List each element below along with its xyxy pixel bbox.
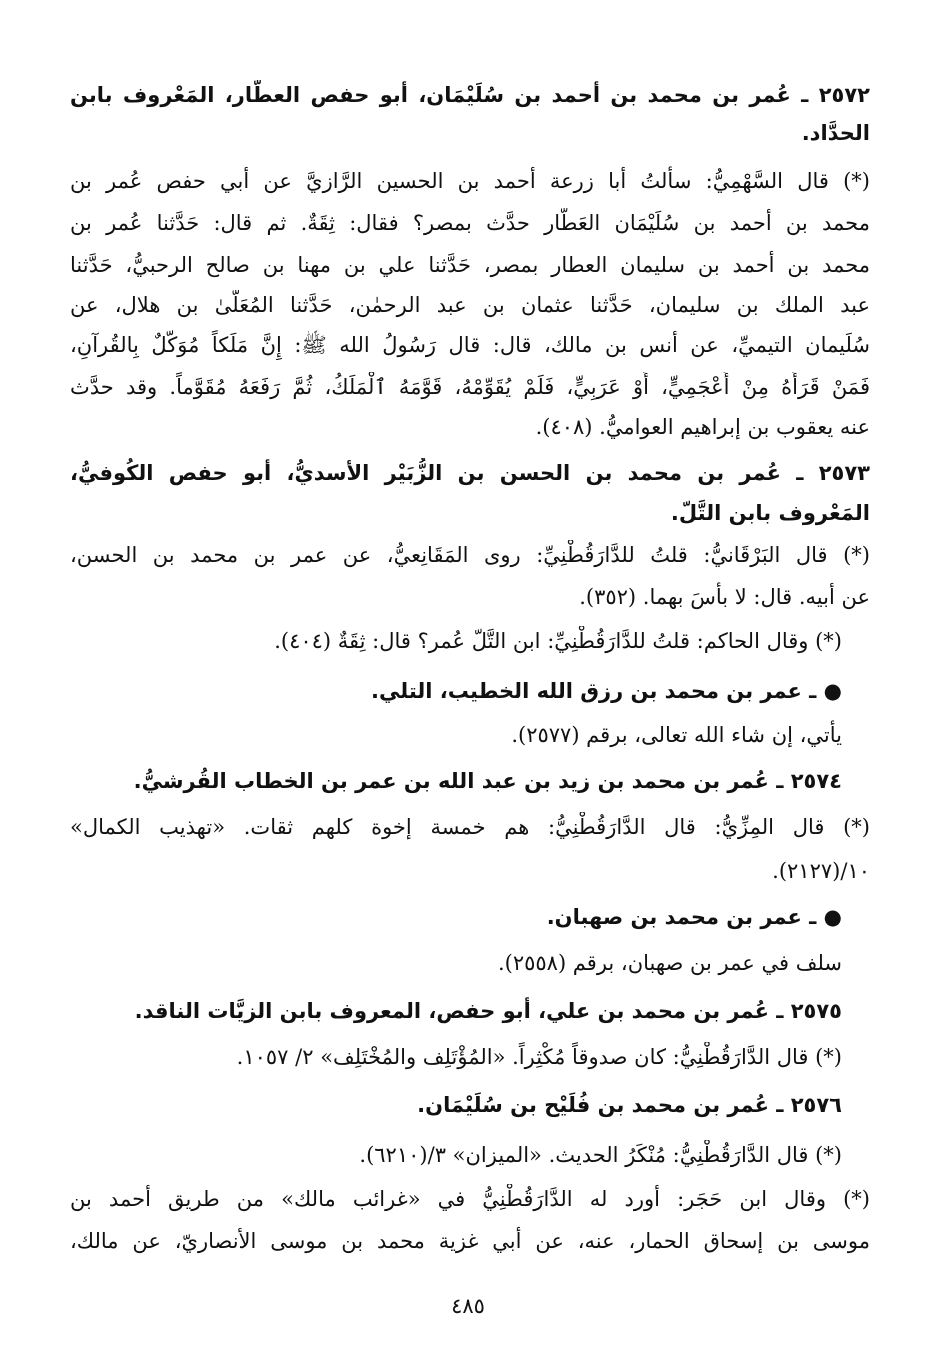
entry-heading-line: ٢٥٧٤ ـ عُمر بن محمد بن زيد بن عبد الله بن عمر بن الخطاب القُرشيُّ. — [133, 769, 842, 793]
entry-heading-line: ٢٥٧٦ ـ عُمر بن محمد بن فُلَيْح بن سُلَيْمَان. — [417, 1093, 842, 1117]
body-text-line: (*) قال الدَّارَقُطْنِيُّ: كان صدوقاً مُكْثِراً. «المُؤْتَلِف والمُخْتَلِف» ٢/ ١٠٥٧. — [236, 1045, 842, 1069]
body-text-line: عبد الملك بن سليمان، حَدَّثنا عثمان بن عبد الرحمٰن، حَدَّثنا المُعَلَّىٰ بن هلال، عن — [70, 293, 870, 317]
entry-heading-line: ٢٥٧٣ ـ عُمر بن محمد بن الحسن بن الزُّبَيْر الأسديُّ، أبو حفص الكُوفيُّ، — [70, 461, 870, 485]
entry-heading-line: ● ـ عمر بن محمد بن رزق الله الخطيب، التلي. — [371, 679, 842, 703]
body-text-line: (*) وقال الحاكم: قلتُ للدَّارَقُطْنِيِّ: ابن التَّلّ عُمر؟ قال: ثِقَةٌ (٤٠٤). — [274, 629, 842, 653]
body-text-line: سلف في عمر بن صهبان، برقم (٢٥٥٨). — [497, 951, 842, 975]
body-text-line: يأتي، إن شاء الله تعالى، برقم (٢٥٧٧). — [511, 723, 842, 747]
body-text-line: عن أبيه. قال: لا بأْسَ بهما. (٣٥٢). — [579, 585, 870, 609]
entry-heading-line: ٢٥٧٥ ـ عُمر بن محمد بن علي، أبو حفص، المعروف بابن الزيَّات الناقد. — [134, 999, 842, 1023]
body-text-line: محمد بن أحمد بن سليمان العطار بمصر، حَدَّثنا علي بن مهنا بن صالح الرحبيُّ، حَدَّثنا — [70, 253, 870, 277]
body-text-line: (*) قال البَرْقَانيُّ: قلتُ للدَّارَقُطْنِيِّ: روى المَقَانِعيُّ، عن عمر بن محمد بن الحسن، — [70, 543, 870, 567]
entry-heading-line: الحدَّاد. — [801, 121, 870, 145]
entry-heading-line: ٢٥٧٢ ـ عُمر بن محمد بن أحمد بن سُلَيْمَان، أبو حفص العطَّار، المَعْروف بابن — [70, 83, 870, 107]
body-text-line: ١٠/(٢١٢٧). — [772, 859, 870, 883]
body-text-line: موسى بن إسحاق الحمار، عنه، عن أبي غزية محمد بن موسى الأنصاريّ، عن مالك، — [70, 1229, 870, 1253]
entry-heading-line: ● ـ عمر بن محمد بن صهبان. — [546, 905, 842, 929]
body-text-line: (*) وقال ابن حَجَر: أورد له الدَّارَقُطْنِيُّ في «غرائب مالك» من طريق أحمد بن — [70, 1187, 870, 1211]
body-text-line: (*) قال السَّهْمِيُّ: سألتُ أبا زرعة أحمد بن الحسين الرَّازيَّ عن أبي حفص عُمر بن — [70, 169, 870, 193]
body-text-line: فَمَنْ قَرَأَهُ مِنْ أَعْجَمِيٍّ، أَوْ عَرَبِيٍّ، فَلَمْ يُقَوِّمْهُ، قَوَّمَهُ ٱلْمَلَكُ، ثُمَّ رَفَعَهُ مُقَوَّماً. وقد حدَّث — [70, 375, 870, 399]
body-text-line: عنه يعقوب بن إبراهيم العواميُّ. (٤٠٨). — [535, 415, 870, 439]
body-text-line: سُلَيمان التيميِّ، عن أنس بن مالك، قال: قال رَسُولُ الله ﷺ: إِنَّ مَلَكاً مُوَكَّلٌ بِالقُرآنِ، — [70, 333, 870, 357]
page-number: ٤٨٥ — [451, 1294, 485, 1318]
body-text-line: (*) قال الدَّارَقُطْنِيُّ: مُنْكَرُ الحديث. «الميزان» ٣/(٦٢١٠). — [359, 1143, 842, 1167]
body-text-line: (*) قال المِزِّيُّ: قال الدَّارَقُطْنِيُّ: هم خمسة إخوة كلهم ثقات. «تهذيب الكمال» — [70, 815, 870, 839]
entry-heading-line: المَعْروف بابن التَّلّ. — [670, 501, 870, 525]
body-text-line: محمد بن أحمد بن سُلَيْمَان العَطَّار حدَّث بمصر؟ فقال: ثِقَةٌ. ثم قال: حَدَّثنا عُمر بن — [70, 211, 870, 235]
